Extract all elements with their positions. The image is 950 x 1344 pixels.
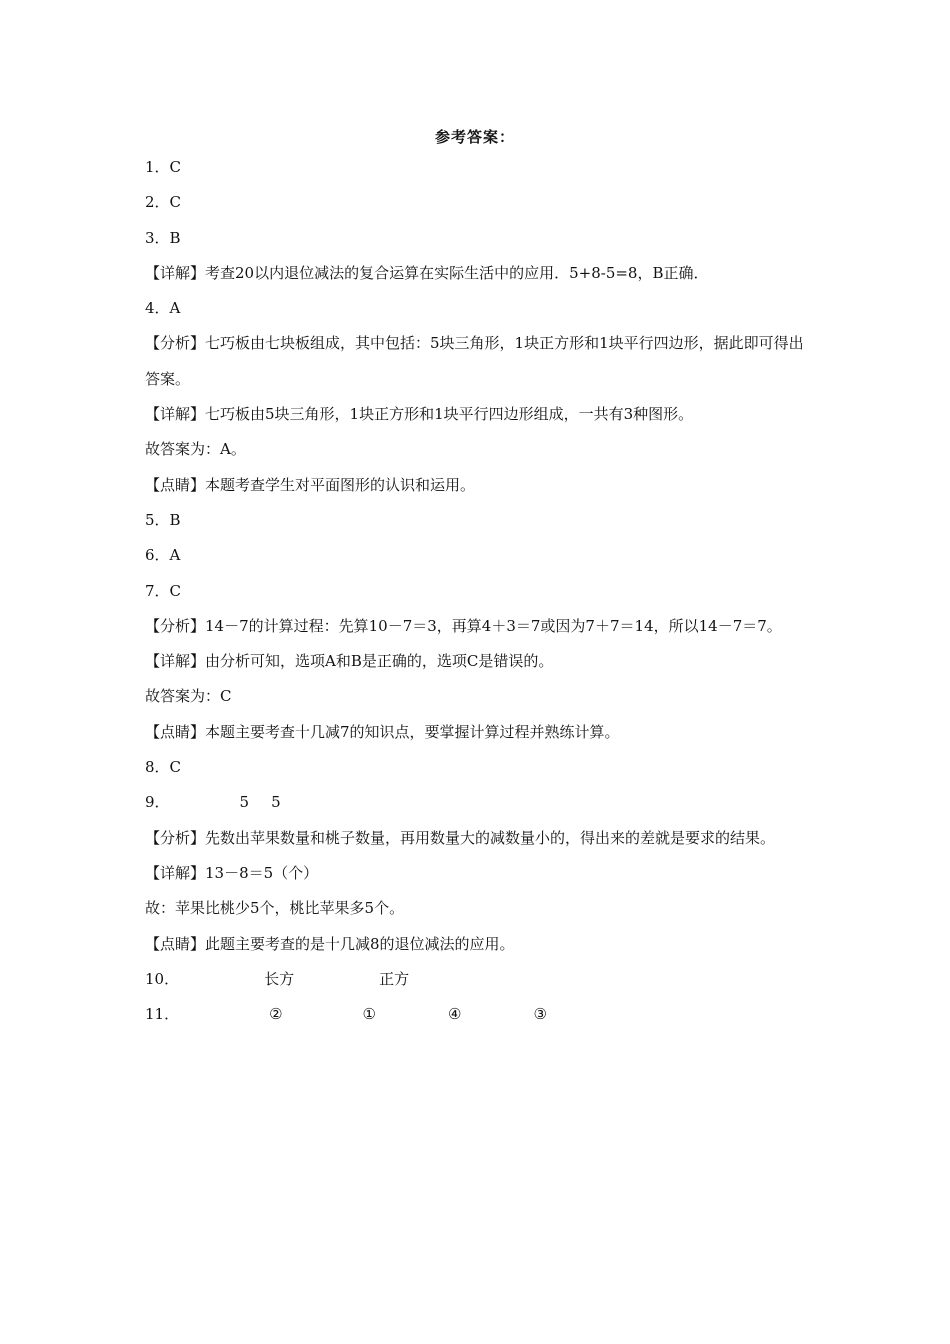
answer-7-point: 【点睛】本题主要考查十几减7的知识点，要掌握计算过程并熟练计算。 bbox=[145, 722, 620, 741]
answer-9-blank-a: 5 bbox=[239, 793, 250, 812]
answer-7-analysis: 【分析】14－7的计算过程：先算10－7＝3，再算4＋3＝7或因为7＋7＝14，所以14－7＝7。 bbox=[145, 616, 782, 635]
answer-list bbox=[145, 150, 805, 1032]
answer-11-blank-a: ② bbox=[269, 1005, 283, 1024]
answer-7-detail: 【详解】由分析可知，选项A和B是正确的，选项C是错误的。 bbox=[145, 652, 554, 671]
answer-10-number: 10． bbox=[145, 969, 180, 988]
answer-9-detail: 【详解】13－8＝5（个） bbox=[145, 863, 319, 882]
answer-10-blank-b: 正方 bbox=[379, 969, 410, 988]
page-title: 参考答案： bbox=[434, 128, 515, 146]
answer-5: 5．B bbox=[145, 510, 181, 529]
answer-9-point: 【点睛】此题主要考查的是十几减8的退位减法的应用。 bbox=[145, 934, 515, 953]
answer-4-analysis: 【分析】七巧板由七块板组成，其中包括：5块三角形，1块正方形和1块平行四边形，据此即可得出答案。 bbox=[145, 334, 804, 388]
answer-9-number: 9． bbox=[145, 793, 170, 812]
answer-9 bbox=[145, 785, 805, 820]
answer-1: 1．C bbox=[145, 158, 182, 176]
answer-3: 3．B bbox=[145, 228, 181, 247]
answer-10 bbox=[145, 962, 805, 997]
answer-6: 6．A bbox=[145, 546, 181, 565]
answer-4: 4．A bbox=[145, 299, 181, 318]
answer-8: 8．C bbox=[145, 758, 182, 777]
answer-11 bbox=[145, 997, 805, 1032]
answer-4-answer: 故答案为：A。 bbox=[145, 440, 246, 459]
answer-7-answer: 故答案为：C bbox=[145, 687, 232, 706]
answer-11-blank-d: ③ bbox=[533, 1005, 547, 1024]
answer-2: 2．C bbox=[145, 193, 182, 212]
answer-11-blank-b: ① bbox=[362, 1005, 376, 1024]
answer-10-blank-a: 长方 bbox=[264, 969, 295, 988]
answer-4-detail: 【详解】七巧板由5块三角形，1块正方形和1块平行四边形组成，一共有3种图形。 bbox=[145, 405, 694, 424]
answer-3-detail: 【详解】考查20以内退位减法的复合运算在实际生活中的应用．5+8-5=8，B正确． bbox=[145, 263, 709, 282]
answer-9-analysis: 【分析】先数出苹果数量和桃子数量，再用数量大的减数量小的，得出来的差就是要求的结果。 bbox=[145, 828, 776, 847]
answer-9-answer: 故：苹果比桃少5个，桃比苹果多5个。 bbox=[145, 899, 405, 918]
answer-4-point: 【点睛】本题考查学生对平面图形的认识和运用。 bbox=[145, 475, 476, 494]
answer-11-blank-c: ④ bbox=[448, 1005, 462, 1024]
answer-11-number: 11． bbox=[145, 1005, 180, 1024]
answer-9-blank-b: 5 bbox=[271, 793, 281, 812]
answer-7: 7．C bbox=[145, 581, 182, 600]
